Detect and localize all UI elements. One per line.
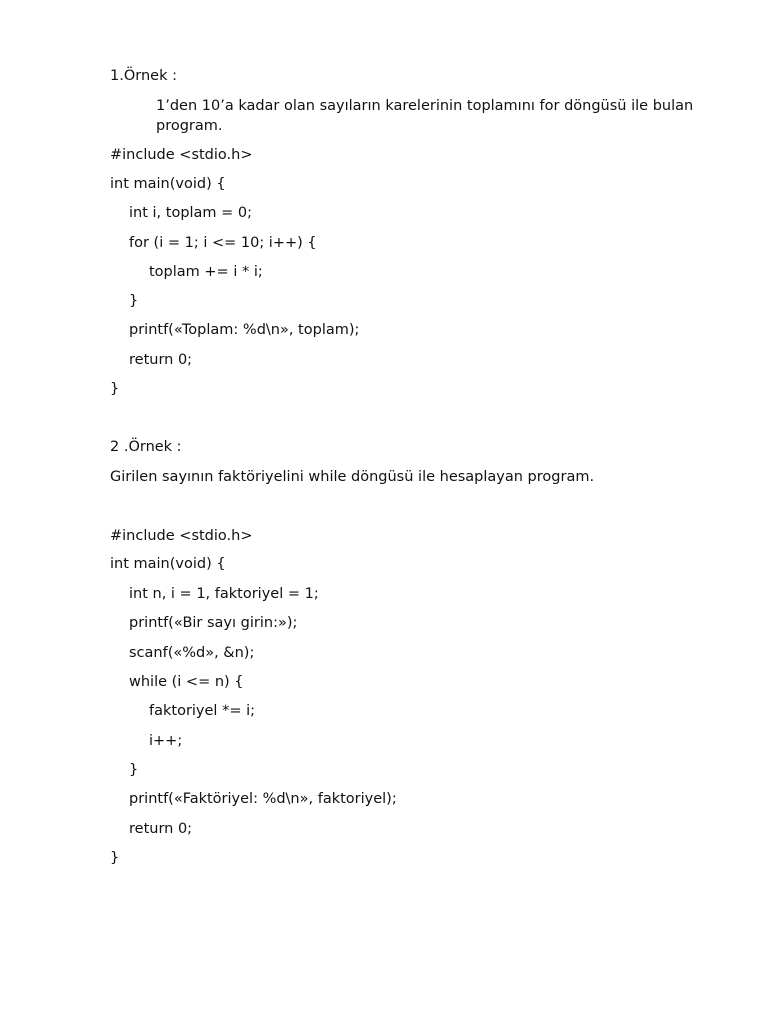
example1-code-line: }: [110, 381, 120, 397]
example2-code-line: #include <stdio.h>: [110, 528, 253, 544]
example2-code-line: scanf(«%d», &n);: [129, 645, 255, 661]
example1-code-line: for (i = 1; i <= 10; i++) {: [129, 235, 317, 251]
example2-code-line: return 0;: [129, 821, 193, 837]
example2-description: Girilen sayının faktöriyelini while döngüsü ile hesaplayan program.: [110, 469, 595, 485]
example1-code-line: toplam += i * i;: [149, 264, 263, 280]
example2-code-line: faktoriyel *= i;: [149, 703, 255, 719]
example2-code-line: printf(«Bir sayı girin:»);: [129, 615, 298, 631]
example2-code-line: int main(void) {: [110, 556, 226, 572]
example2-code-line: while (i <= n) {: [129, 674, 244, 690]
example1-code-line: int main(void) {: [110, 176, 226, 192]
example2-code-line: i++;: [149, 733, 183, 749]
example1-code-line: #include <stdio.h>: [110, 147, 253, 163]
example2-code-line: }: [129, 762, 139, 778]
example2-code-line: }: [110, 850, 120, 866]
example2-code-line: int n, i = 1, faktoriyel = 1;: [129, 586, 319, 602]
example1-code-line: printf(«Toplam: %d\n», toplam);: [129, 322, 360, 338]
example1-code-line: return 0;: [129, 352, 193, 368]
example1-heading: 1.Örnek :: [110, 68, 177, 84]
example2-heading: 2 .Örnek :: [110, 439, 182, 455]
example2-code-line: printf(«Faktöriyel: %d\n», faktoriyel);: [129, 791, 397, 807]
example1-code-line: }: [129, 293, 139, 309]
example1-description: 1’den 10’a kadar olan sayıların karelerinin toplamını for döngüsü ile bulan program.: [156, 98, 694, 134]
example1-code-line: int i, toplam = 0;: [129, 205, 253, 221]
